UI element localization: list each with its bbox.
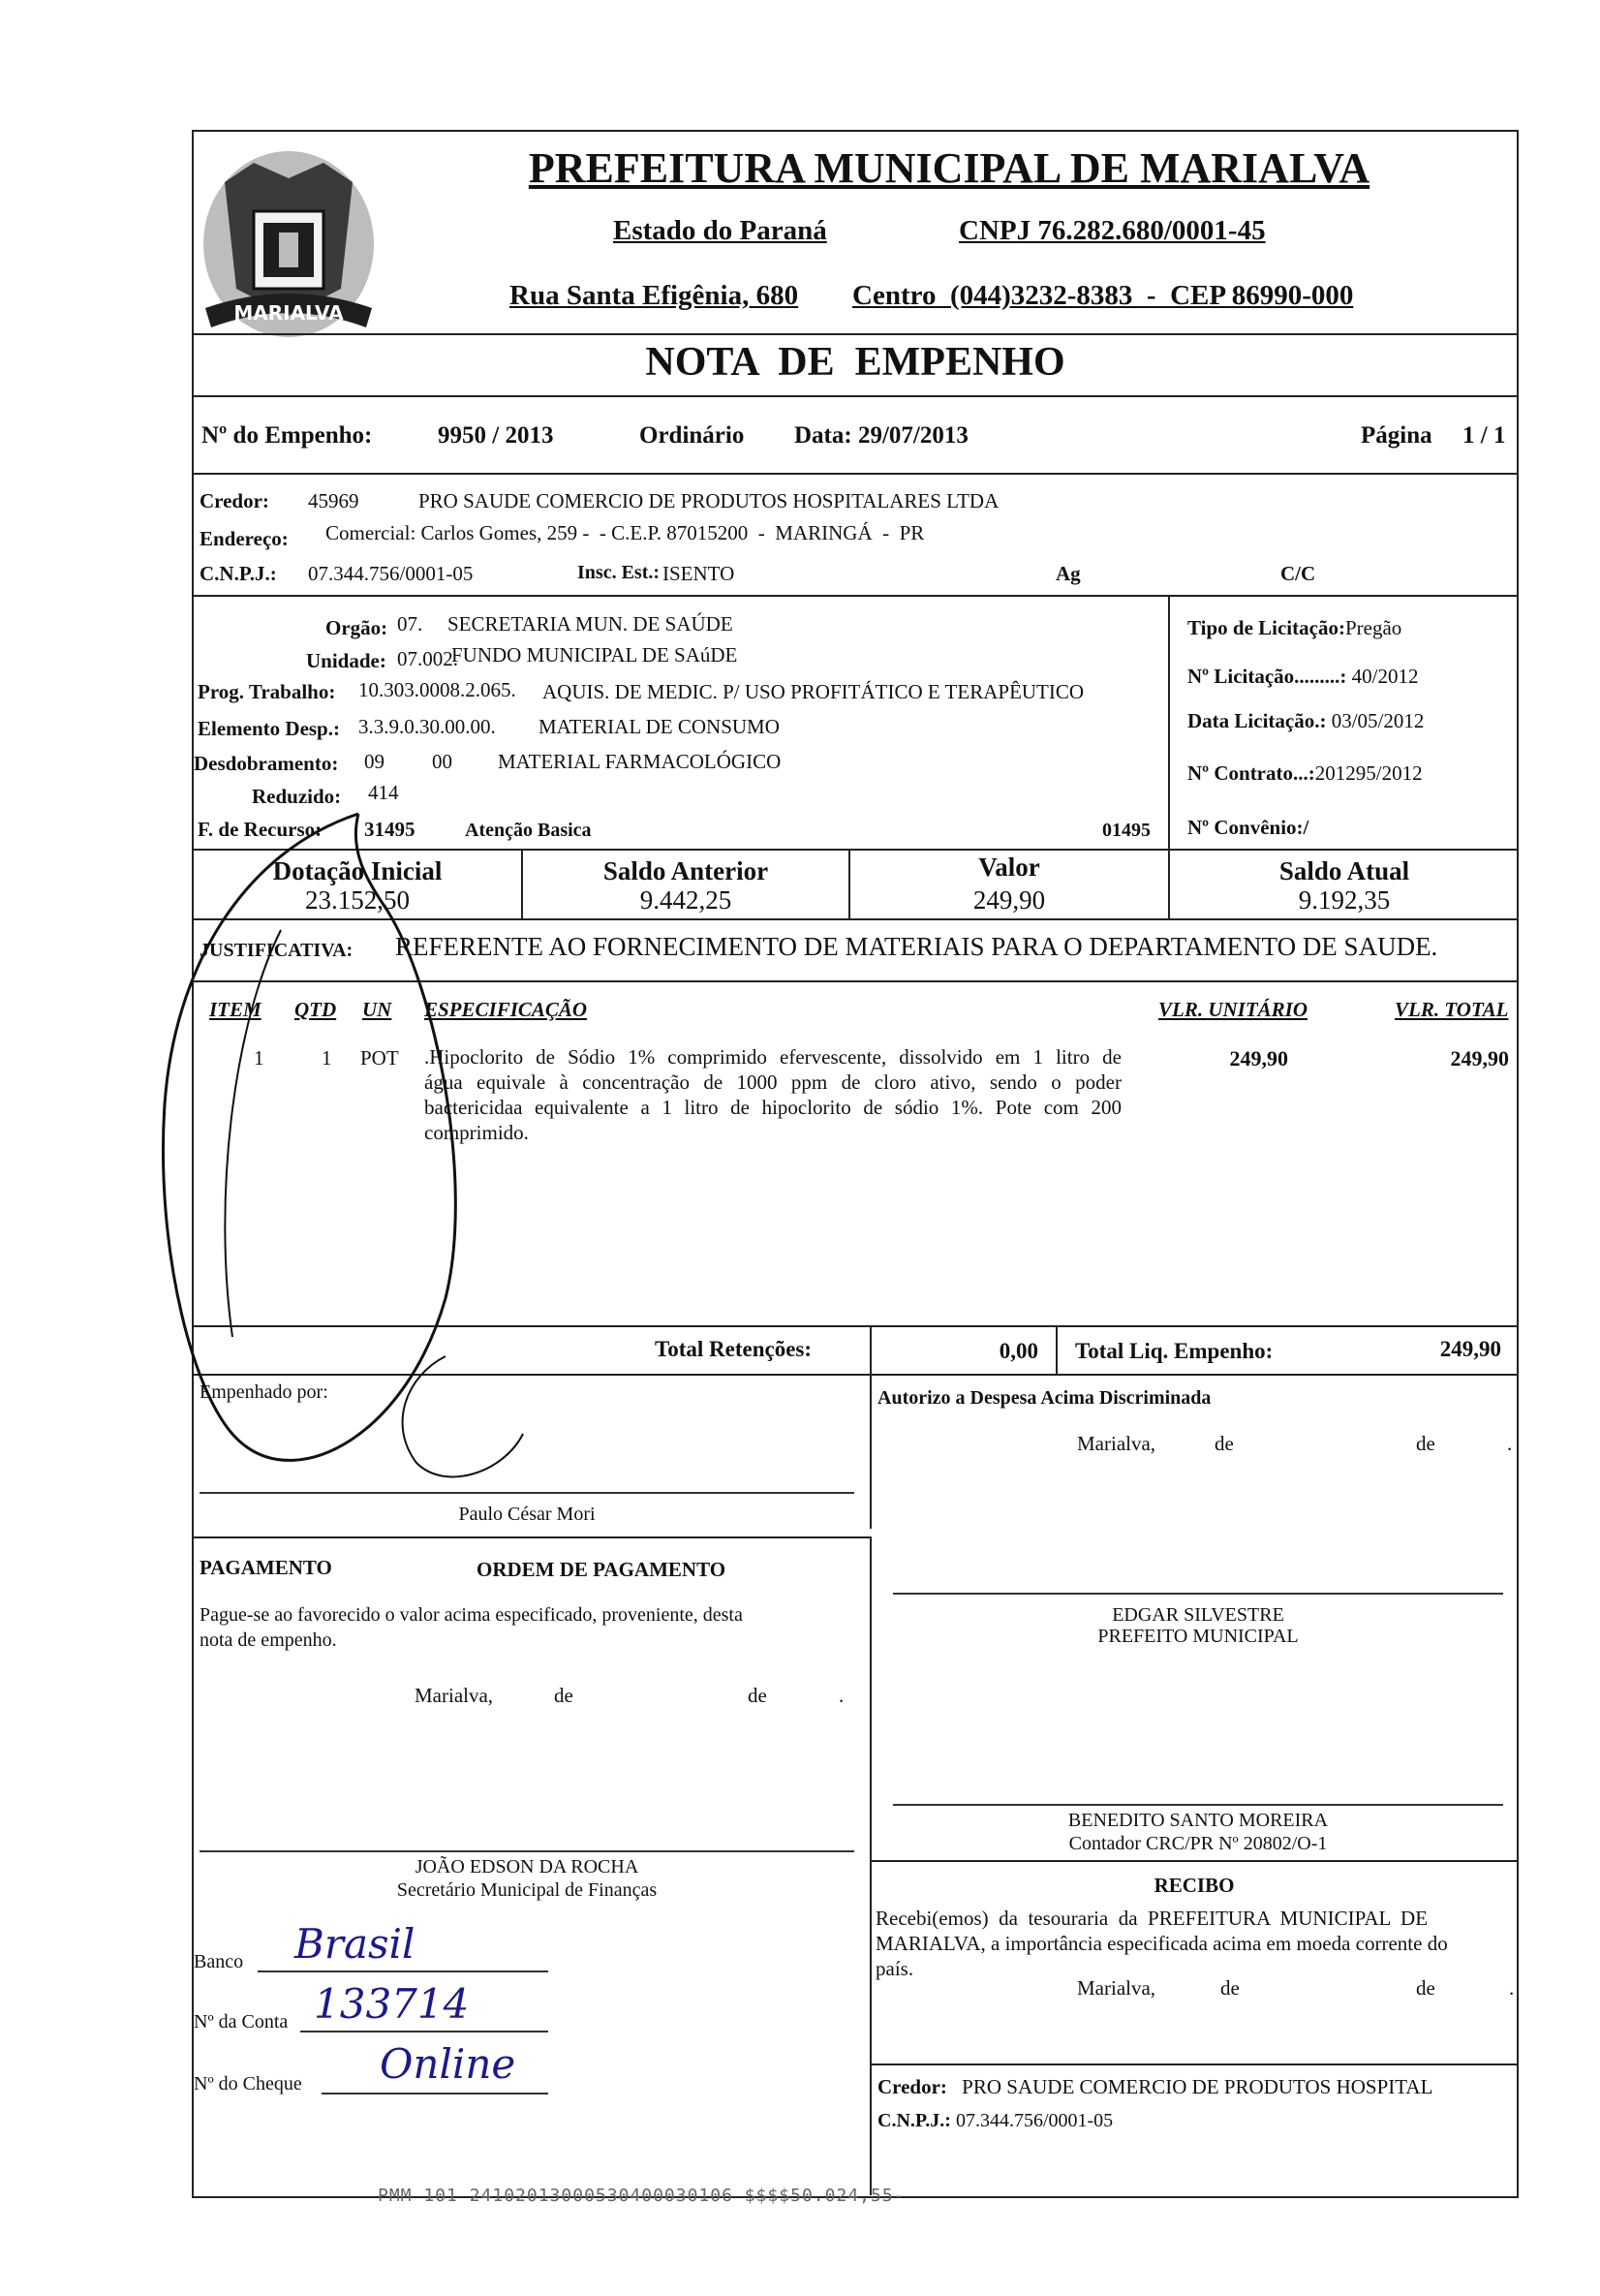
recibo-text-2: MARIALVA, a importância especificada acima em moeda corrente do: [876, 1932, 1448, 1955]
credor-label: Credor:: [200, 489, 269, 512]
contrato-value: 201295/2012: [1314, 761, 1423, 785]
secretario-name: JOÃO EDSON DA ROCHA: [415, 1856, 639, 1877]
item-number: 1: [254, 1046, 264, 1070]
endereco-value: Comercial: Carlos Gomes, 259 - - C.E.P. 87015200 - MARINGÁ - PR: [325, 521, 925, 544]
crest-logo: [196, 143, 382, 345]
recurso-name: Atenção Basica: [465, 820, 592, 841]
unidade-name: FUNDO MUNICIPAL DE SAúDE: [451, 643, 738, 667]
recibo-dot: .: [1509, 1976, 1515, 2000]
divider: [192, 595, 1519, 597]
conta-line: [300, 2031, 548, 2032]
tipo-licitacao-label: [1187, 616, 1401, 640]
item-un: POT: [360, 1046, 399, 1070]
prog-name: AQUIS. DE MEDIC. P/ USO PROFITÁTICO E TERAPÊUTICO: [542, 680, 1085, 703]
elemento-label: Elemento Desp.:: [198, 717, 340, 740]
item-description-line: água equivale à concentração de 1000 ppm de cloro ativo, sendo o poder: [424, 1070, 1122, 1094]
saldo-atual-value: 9.192,35: [1298, 885, 1391, 915]
cheque-label: Nº do Cheque: [194, 2073, 302, 2094]
address-street: Rua Santa Efigênia, 680: [509, 280, 799, 311]
cnpj-value: 07.344.756/0001-05: [308, 562, 474, 585]
col-un: UN: [362, 998, 392, 1021]
licitacao-num: [1187, 665, 1419, 689]
signature-line: [200, 1850, 854, 1852]
orgao-code: 07.: [397, 612, 423, 636]
licitacao-num-value: 40/2012: [1351, 665, 1419, 688]
doc-title: NOTA DE EMPENHO: [645, 340, 1065, 385]
recibo-place: Marialva,: [1077, 1976, 1156, 2000]
saldo-anterior-label: Saldo Anterior: [602, 856, 769, 885]
empenho-date: Data: 29/07/2013: [794, 422, 969, 449]
autorizo-label: Autorizo a Despesa Acima Discriminada: [877, 1387, 1212, 1409]
desdobramento-sub: 00: [432, 750, 452, 773]
item-vlr-total: 249,90: [1450, 1046, 1509, 1070]
pagamento-text-1: Pague-se ao favorecido o valor acima especificado, proveniente, desta: [200, 1604, 743, 1626]
autorizo-place: Marialva,: [1077, 1432, 1156, 1455]
autorizo-de1: de: [1215, 1432, 1234, 1455]
divider: [192, 395, 1519, 397]
recibo-text-3: país.: [876, 1957, 914, 1980]
unidade-code: 07.002.: [397, 647, 458, 670]
desdobramento-label: Desdobramento:: [194, 752, 339, 775]
recibo-credor-value: PRO SAUDE COMERCIO DE PRODUTOS HOSPITAL: [962, 2075, 1433, 2098]
autorizo-dot: .: [1507, 1432, 1513, 1455]
justificativa-label: JUSTIFICATIVA:: [200, 940, 354, 961]
divider: [870, 1325, 872, 1374]
recibo-credor: [877, 2075, 1432, 2099]
recurso-code: 31495: [364, 818, 415, 841]
liq-empenho-value: 249,90: [1439, 1337, 1501, 1361]
pagamento-de2: de: [748, 1684, 767, 1707]
liq-empenho-label: Total Liq. Empenho:: [1075, 1339, 1274, 1363]
convenio-label: Nº Convênio:/: [1187, 816, 1309, 839]
ordem-pagamento: ORDEM DE PAGAMENTO: [477, 1558, 726, 1581]
pagamento-place: Marialva,: [415, 1684, 494, 1707]
recibo-de2: de: [1416, 1976, 1435, 2000]
divider: [1168, 595, 1170, 849]
ag-label: Ag: [1056, 562, 1081, 585]
prog-code: 10.303.0008.2.065.: [358, 678, 516, 701]
col-qtd: QTD: [294, 998, 337, 1021]
signature-line: [893, 1593, 1503, 1595]
retencoes-value: 0,00: [999, 1339, 1038, 1363]
prog-label: Prog. Trabalho:: [198, 680, 336, 703]
valor-label: Valor: [978, 853, 1040, 882]
unidade-label: Unidade:: [306, 649, 386, 672]
recibo-credor-label: Credor:: [877, 2075, 947, 2098]
conta-label: Nº da Conta: [194, 2011, 289, 2032]
footer-code: PMM 101 24102013000530400030106 $$$$50.024,55-: [378, 2186, 906, 2206]
divider: [192, 333, 1519, 335]
divider: [870, 2063, 1519, 2065]
elemento-name: MATERIAL DE CONSUMO: [538, 715, 780, 738]
recibo-cnpj: [877, 2110, 1113, 2132]
empenho-label: Nº do Empenho:: [201, 422, 373, 449]
recibo-de1: de: [1220, 1976, 1240, 2000]
desdobramento-code: 09: [364, 750, 385, 773]
banco-label: Banco: [194, 1951, 244, 1972]
contador-role: Contador CRC/PR Nº 20802/O-1: [1068, 1833, 1328, 1854]
state-name: Estado do Paraná: [613, 215, 827, 246]
divider: [870, 1374, 872, 1529]
justificativa-text: REFERENTE AO FORNECIMENTO DE MATERIAIS PARA O DEPARTAMENTO DE SAUDE.: [395, 932, 1438, 961]
pagamento-de1: de: [554, 1684, 573, 1707]
prefeito-role: PREFEITO MUNICIPAL: [1097, 1626, 1299, 1647]
dotacao-label: Dotação Inicial: [272, 856, 443, 885]
cheque-line: [322, 2093, 548, 2094]
valor-value: 249,90: [972, 885, 1046, 915]
pagamento-label: PAGAMENTO: [200, 1556, 332, 1579]
item-description-line: comprimido.: [424, 1121, 529, 1144]
recurso-number: 01495: [1102, 820, 1151, 841]
cheque-handwriting: Online: [380, 2040, 516, 2088]
banco-handwriting: Brasil: [294, 1920, 415, 1968]
divider: [192, 473, 1519, 475]
retencoes-label: Total Retenções:: [655, 1337, 813, 1361]
reduzido-value: 414: [368, 781, 399, 804]
insc-label: Insc. Est.:: [577, 562, 661, 583]
autorizo-de2: de: [1416, 1432, 1435, 1455]
banco-line: [258, 1970, 548, 1972]
orgao-name: SECRETARIA MUN. DE SAÚDE: [447, 612, 733, 636]
dotacao-value: 23.152,50: [305, 885, 410, 915]
recurso-label: F. de Recurso:: [198, 818, 323, 841]
col-item: ITEM: [209, 998, 262, 1021]
pagamento-text-2: nota de empenho.: [200, 1629, 337, 1651]
empenho-type: Ordinário: [639, 422, 745, 449]
divider: [192, 1536, 870, 1538]
recibo-title: RECIBO: [1154, 1874, 1235, 1897]
cnpj-header: CNPJ 76.282.680/0001-45: [959, 215, 1266, 246]
insc-value: ISENTO: [662, 562, 735, 585]
address-rest: Centro (044)3232-8383 - CEP 86990-000: [852, 280, 1354, 311]
reduzido-label: Reduzido:: [252, 785, 342, 808]
item-vlr-unitario: 249,90: [1229, 1046, 1288, 1070]
licitacao-data-value: 03/05/2012: [1331, 709, 1425, 732]
col-especificacao: ESPECIFICAÇÃO: [424, 998, 588, 1021]
licitacao-data: [1187, 709, 1424, 733]
empenhado-name: Paulo César Mori: [458, 1504, 596, 1525]
prefeitura-title: PREFEITURA MUNICIPAL DE MARIALVA: [528, 144, 1370, 192]
col-vlr-unitario: VLR. UNITÁRIO: [1158, 998, 1308, 1021]
empenho-number: 9950 / 2013: [438, 422, 554, 449]
pagamento-dot: .: [839, 1684, 845, 1707]
desdobramento-name: MATERIAL FARMACOLÓGICO: [498, 750, 782, 773]
col-vlr-total: VLR. TOTAL: [1395, 998, 1509, 1021]
credor-code: 45969: [308, 489, 359, 512]
signature-line: [200, 1492, 854, 1494]
cc-label: C/C: [1280, 562, 1316, 585]
page-label: Página: [1361, 422, 1432, 449]
item-description-line: bactericidaa equivalente a 1 litro de hipoclorito de sódio 1%. Pote com 200: [424, 1096, 1122, 1119]
contrato-label: Nº Contrato...:: [1187, 761, 1315, 785]
prefeito-name: EDGAR SILVESTRE: [1112, 1604, 1284, 1626]
recibo-cnpj-value: 07.344.756/0001-05: [955, 2110, 1114, 2131]
recibo-text-1: Recebi(emos) da tesouraria da PREFEITURA MUNICIPAL DE: [876, 1907, 1429, 1930]
contrato: [1187, 761, 1423, 786]
licitacao-data-label: Data Licitação.:: [1187, 709, 1327, 732]
credor-name: PRO SAUDE COMERCIO DE PRODUTOS HOSPITALARES LTDA: [418, 489, 1000, 512]
tipo-licitacao-label-text: Tipo de Licitação:: [1187, 616, 1345, 639]
recibo-cnpj-label: C.N.P.J.:: [877, 2110, 951, 2131]
contador-name: BENEDITO SANTO MOREIRA: [1067, 1810, 1329, 1831]
divider: [870, 1536, 872, 2195]
saldo-anterior-value: 9.442,25: [639, 885, 732, 915]
secretario-role: Secretário Municipal de Finanças: [396, 1879, 658, 1901]
elemento-code: 3.3.9.0.30.00.00.: [358, 715, 496, 738]
cnpj-label: C.N.P.J.:: [200, 562, 277, 585]
signature-line: [893, 1804, 1503, 1806]
tipo-licitacao-value: Pregão: [1344, 616, 1402, 639]
item-description-line: .Hipoclorito de Sódio 1% comprimido efervescente, dissolvido em 1 litro de: [424, 1045, 1122, 1069]
conta-handwriting: 133714: [314, 1980, 470, 2028]
licitacao-num-label: Nº Licitação.........:: [1187, 665, 1347, 688]
ink-annotation: [155, 794, 639, 1492]
saldo-atual-label: Saldo Atual: [1278, 856, 1410, 885]
divider: [870, 1860, 1519, 1862]
item-qtd: 1: [322, 1046, 332, 1070]
empenhado-label: Empenhado por:: [200, 1381, 328, 1403]
crest-lettering: MARIALVA: [233, 301, 344, 325]
endereco-label: Endereço:: [200, 527, 289, 550]
page-value: 1 / 1: [1462, 422, 1506, 449]
divider: [1056, 1325, 1058, 1374]
orgao-label: Orgão:: [325, 616, 388, 639]
